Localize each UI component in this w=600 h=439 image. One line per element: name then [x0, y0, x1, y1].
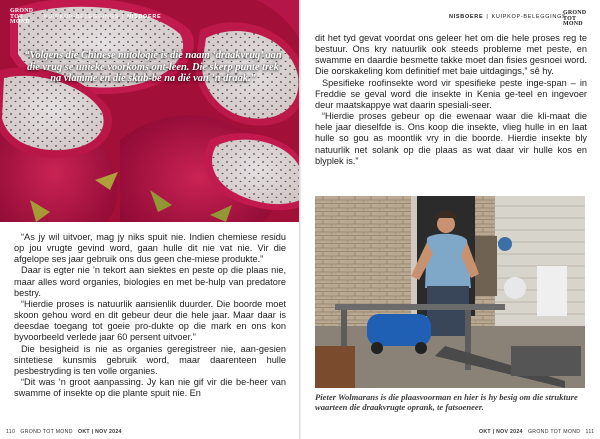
pull-quote: “Volgens die Chinese mitologie is die naam ‘draakvrug’ aan die vrug se unieke voorkoms ont-leen. Die skerp punte trek na vlamme en die skub-be na dié van ’n draak.”: [24, 50, 282, 85]
footer-issue: OKT | NOV 2024: [479, 429, 523, 435]
footer-issue: OKT | NOV 2024: [77, 429, 122, 435]
footer-magazine: GROND TOT MOND: [527, 429, 581, 435]
paragraph: “Hierdie proses gebeur op die ewenaar waar die kli-maat die hele jaar dieselfde is. Ons koop die insekte, vlieg hulle in en laat hulle so gou as moontlik vry in die boorde. Hierdie insekte bly natuurlik net solank op die plaas as wat daar vir hulle kos en blyplek is.”: [315, 111, 587, 166]
paragraph: “As jy wil uitvoer, mag jy niks spuit nie. Indien chemiese residu op jou vrugte gevind word, gaan hulle dit nie vat nie. Vir die afgelope ses jaar gebruik ons dus geen che-miese produkte.”: [14, 232, 286, 265]
paragraph: Spesifieke roofinsekte word vir spesifieke peste inge-span – in Freddie se geval word die insekte in Kenia ge-teel en ingevoer deur maatskappye wat daarin spesiali-seer.: [315, 77, 587, 110]
right-body-text: [315, 33, 587, 167]
right-footer: [479, 429, 594, 435]
magazine-logo: GROND TOT MOND: [10, 8, 34, 26]
paragraph: “Hierdie proses is natuurlik aansienlik duurder. Die boorde moet skoon gehou word en dit gebeur deur die hele jaar. Maar daar is deesdae toegang tot goeie pro-dukte op die mark en ons kon byvoorbeeld verlede jaar 60 persent uitvoer.”: [14, 298, 286, 343]
dragon-fruit-photo: [0, 0, 299, 222]
section-header: KUIPKOP-BELEGGINGS | NISBOERE: [44, 14, 162, 20]
left-page: [0, 0, 299, 439]
page-number: 111: [585, 429, 595, 435]
section-header: NISBOERE | KUIPKOP-BELEGGINGS: [449, 14, 567, 20]
magazine-logo: GROND TOT MOND: [563, 10, 587, 28]
photo-caption: Pieter Wolmarans is die plaasvoorman en hier is hy besig om die strukture waarteen die draakvrugte oprank, te fatsoeneer.: [315, 392, 578, 413]
paragraph: “Dit was ’n groot aanpassing. Jy kan nie gif vir die be-heer van swamme of insekte op die plante spuit nie. En: [14, 377, 286, 399]
footer-magazine: GROND TOT MOND: [20, 429, 73, 435]
farm-worker-photo: [315, 196, 585, 388]
paragraph: Die besigheid is nie as organies geregistreer nie, aan-gesien sintetiese kunsmis gebruik word, maar daarenteen hulle pesbestryding is ten volle organies.: [14, 343, 286, 376]
left-body-text: [14, 232, 286, 399]
left-footer: [6, 429, 122, 435]
paragraph: dit het tyd gevat voordat ons geleer het om die hele proses reg te bestuur. Ons kry natuurlik ook steeds probleme met peste, en swamme en daardie besmette takke moet dan fisies gesnoei word. Die oorskakeling kom definitief met baie uitdagings,” sê hy.: [315, 33, 587, 77]
page-number: 110: [6, 429, 16, 435]
paragraph: Daar is egter nie ’n tekort aan siektes en peste op die plaas nie, maar alles word organies, biologies en met be-hulp van predatore bestry.: [14, 265, 286, 298]
right-page: [301, 0, 600, 439]
